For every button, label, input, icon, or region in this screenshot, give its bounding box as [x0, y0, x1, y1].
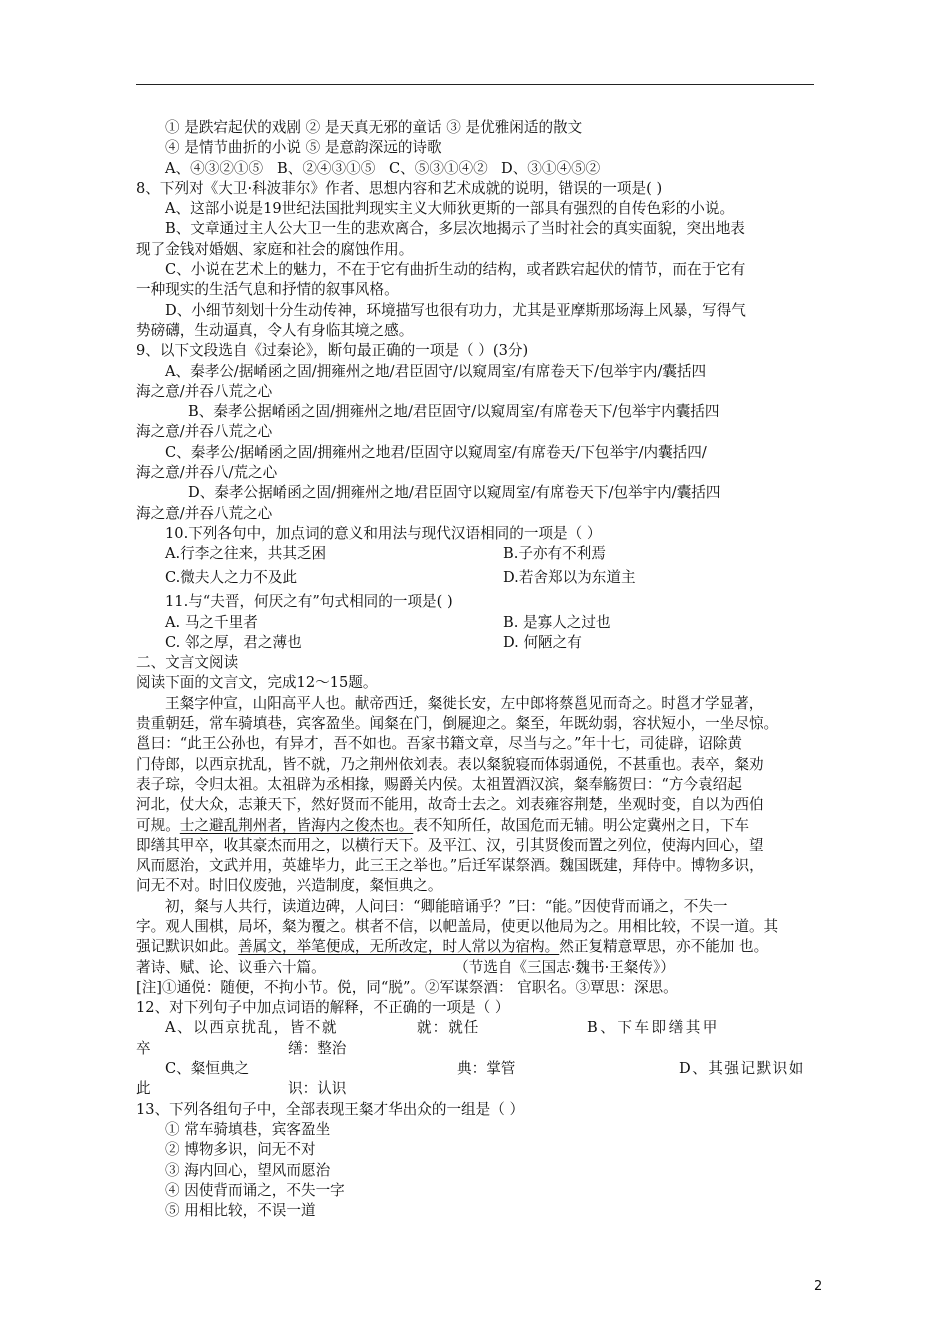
q7-options-line-1: ① 是跌宕起伏的戏剧 ② 是天真无邪的童话 ③ 是优雅闲适的散文 [165, 119, 583, 136]
q11-stem: 11.与“夫晋，何厌之有”句式相同的一项是( ) [165, 593, 453, 611]
q13-item: ③ 海内回心，望风而愿治 [165, 1161, 331, 1179]
passage-p1-line-8: 即缮其甲卒，收其豪杰而用之，以横行天下。及平江、汉，引其贤俊而置之列位，使海内回心，望 [136, 836, 764, 854]
passage-note: [注]①通侻：随便，不拘小节。侻，同“脱”。②军谋祭酒： 官职名。③覃思：深思。 [136, 978, 678, 996]
header-rule [136, 84, 814, 85]
q12-option-d-gloss: 识：认识 [288, 1080, 347, 1098]
q8-option-b: B、文章通过主人公大卫一生的悲欢离合，多层次地揭示了当时社会的真实面貌，突出地表 [165, 220, 745, 238]
page-number: 2 [814, 1279, 823, 1294]
q13-item: ⑤ 用相比较，不误一道 [165, 1202, 316, 1220]
document-body [136, 118, 816, 1221]
q8-option-d: D、小细节刻划十分生动传神，环境描写也很有功力，尤其是亚摩斯那场海上风暴，写得气 [165, 301, 746, 319]
q7-options-line-2: ④ 是情节曲折的小说 ⑤ 是意韵深远的诗歌 [165, 139, 442, 157]
q12-option-d-cont: 此 [136, 1080, 151, 1098]
q13-stem: 13、下列各组句子中，全部表现王粲才华出众的一组是（ ） [136, 1100, 525, 1118]
q9-option-c-cont: 海之意/并吞八/荒之心 [136, 464, 278, 482]
underlined-sentence-1: 士之避乱荆州者，皆海内之俊杰也。 [179, 816, 414, 834]
q7-choice-b: B、②④③①⑤ [277, 159, 376, 177]
q8-option-c: C、小说在艺术上的魅力，不在于它有曲折生动的结构，或者跌宕起伏的情节，而在于它有 [165, 261, 746, 279]
q8-option-a: A、这部小说是19世纪法国批判现实主义大师狄更斯的一部具有强烈的自传色彩的小说。 [165, 200, 735, 218]
q12-option-a: A、以西京扰乱，皆不就 [165, 1019, 338, 1037]
q12-option-c: C、粲恒典之 [165, 1060, 250, 1078]
passage-text: 著诗、赋、论、议垂六十篇。 [136, 958, 326, 976]
q10-row-1 [136, 544, 816, 568]
q8-option-b-cont: 现了金钱对婚姻、家庭和社会的腐蚀作用。 [136, 240, 414, 258]
q10-option-b: B.子亦有不利焉 [503, 545, 606, 563]
q10-stem: 10.下列各句中，加点词的意义和用法与现代汉语相同的一项是（ ） [165, 524, 602, 542]
q10-option-a: A.行李之往来，共其乏困 [165, 545, 327, 563]
q9-option-b-cont: 海之意/并吞八荒之心 [136, 423, 273, 441]
q12-option-b-cont: 卒 [136, 1039, 151, 1057]
passage-p2-line-1: 初，粲与人共行，读道边碑，人问曰：“卿能暗诵乎？”曰：“能。”因使背而诵之，不失一 [165, 897, 728, 915]
passage-p2-line-3 [136, 937, 816, 957]
q11-row-1 [136, 613, 816, 633]
q7-choice-d: D、③①④⑤② [501, 159, 601, 177]
passage-p1-line-9: 风而愿治，文武并用，英雄毕力，此三王之举也。”后迁军谋祭酒。魏国既建，拜侍中。博物多识， [136, 857, 764, 875]
passage-text: 可规。 [136, 816, 180, 834]
passage-p1-line-1: 王粲字仲宣，山阳高平人也。献帝西迁，粲徙长安，左中郎将蔡邕见而奇之。时邕才学显著， [165, 694, 764, 712]
q12-row-2-cont [136, 1079, 816, 1099]
passage-p1-line-7 [136, 816, 816, 836]
q11-option-d: D. 何陋之有 [503, 633, 582, 651]
q10-option-d: D.若舍郑以为东道主 [503, 569, 636, 587]
section-heading: 二、文言文阅读 [136, 654, 239, 672]
q13-item: ① 常车骑填巷，宾客盈坐 [165, 1120, 331, 1138]
passage-p1-line-6: 河北，仗大众，志兼天下，然好贤而不能用，故奇士去之。刘表雍容荆楚，坐观时变，自以为西伯 [136, 796, 764, 814]
q8-option-d-cont: 势磅礴，生动逼真，令人有身临其境之感。 [136, 321, 414, 339]
q12-option-d: D、其强记默识如 [679, 1060, 805, 1078]
q11-option-b: B. 是寡人之过也 [503, 613, 611, 631]
q9-option-a-cont: 海之意/并吞八荒之心 [136, 382, 273, 400]
q8-stem: 8、下列对《大卫·科波菲尔》作者、思想内容和艺术成就的说明，错误的一项是( ) [136, 179, 663, 197]
q12-row-1-cont [136, 1039, 816, 1059]
passage-source: （节选自《三国志·魏书·王粲传》） [454, 958, 675, 976]
passage-text: 表不知所任，故国危而无辅。明公定冀州之日，下车 [413, 816, 749, 834]
q9-option-d-cont: 海之意/并吞八荒之心 [136, 504, 273, 522]
q11-option-c: C. 邻之厚，君之薄也 [165, 633, 302, 651]
passage-p2-line-2: 字。观人围棋，局坏，粲为覆之。棋者不信，以帊盖局，使更以他局为之。用相比较，不误一道。其 [136, 917, 779, 935]
q10-row-2 [136, 568, 816, 592]
q11-option-a: A. 马之千里者 [165, 613, 258, 631]
q9-option-d: D、秦孝公据崤函之固/拥雍州之地/君臣固守以窥周室/有席卷天下/包举宇内/囊括四 [188, 484, 721, 502]
q10-option-c: C.微夫人之力不及此 [165, 569, 298, 587]
q12-option-a-gloss: 就：就任 [417, 1019, 480, 1037]
q9-stem: 9、以下文段选自《过秦论》，断句最正确的一项是（ ）(3分) [136, 342, 529, 360]
q12-row-2 [136, 1059, 816, 1079]
passage-text: 然正复精意覃思，亦不能加 也。 [559, 938, 769, 956]
q12-row-1 [136, 1018, 816, 1038]
q13-item: ② 博物多识，问无不对 [165, 1141, 316, 1159]
q12-option-b: B、下车即缮其甲 [587, 1019, 720, 1037]
q9-option-c: C、秦孝公/据崤函之固/拥雍州之地君/臣固守以窥周室/有席卷天/下包举宇/内囊括四/ [165, 443, 707, 461]
passage-p1-line-3: 邕曰：“此王公孙也，有异才，吾不如也。吾家书籍文章，尽当与之。”年十七，司徒辟，诏除黄 [136, 735, 742, 753]
passage-p1-line-5: 表子琮，令归太祖。太祖辟为丞相掾，赐爵关内侯。太祖置酒汉滨，粲奉觞贺曰：“方今袁绍起 [136, 775, 742, 793]
q11-row-2 [136, 633, 816, 653]
passage-p1-line-4: 门侍郎，以西京扰乱，皆不就，乃之荆州依刘表。表以粲貌寝而体弱通侻，不甚重也。表卒，粲劝 [136, 755, 764, 773]
passage-p1-line-10: 问无不对。时旧仪废弛，兴造制度，粲恒典之。 [136, 877, 443, 895]
q9-option-a: A、秦孝公/据崤函之固/拥雍州之地/君臣固守/以窥周室/有席卷天下/包举宇内/囊括四 [165, 362, 707, 380]
q13-item: ④ 因使背而诵之，不失一字 [165, 1181, 345, 1199]
q12-stem: 12、对下列句子中加点词语的解释，不正确的一项是（ ） [136, 999, 510, 1017]
q7-choice-c: C、⑤③①④② [389, 159, 488, 177]
q12-option-b-gloss: 缮：整治 [288, 1039, 347, 1057]
passage-text: 强记默识如此。 [136, 938, 239, 956]
passage-p1-line-2: 贵重朝廷，常车骑填巷，宾客盈坐。闻粲在门，倒屣迎之。粲至，年既幼弱，容状短小，一坐尽惊。 [136, 715, 779, 733]
q7-choices [136, 159, 816, 179]
q8-option-c-cont: 一种现实的生活气息和抒情的叙事风格。 [136, 281, 399, 299]
q7-choice-a: A、④③②①⑤ [165, 159, 264, 177]
underlined-sentence-2: 善属文，举笔便成，无所改定，时人常以为宿构。 [238, 938, 560, 956]
q9-option-b: B、秦孝公据崤函之固/拥雍州之地/君臣固守/以窥周室/有席卷天下/包举宇内囊括四 [188, 403, 720, 421]
section-intro: 阅读下面的文言文，完成12～15题。 [136, 674, 378, 692]
q12-option-c-gloss: 典：掌管 [457, 1060, 516, 1078]
passage-p2-line-4 [136, 958, 816, 978]
